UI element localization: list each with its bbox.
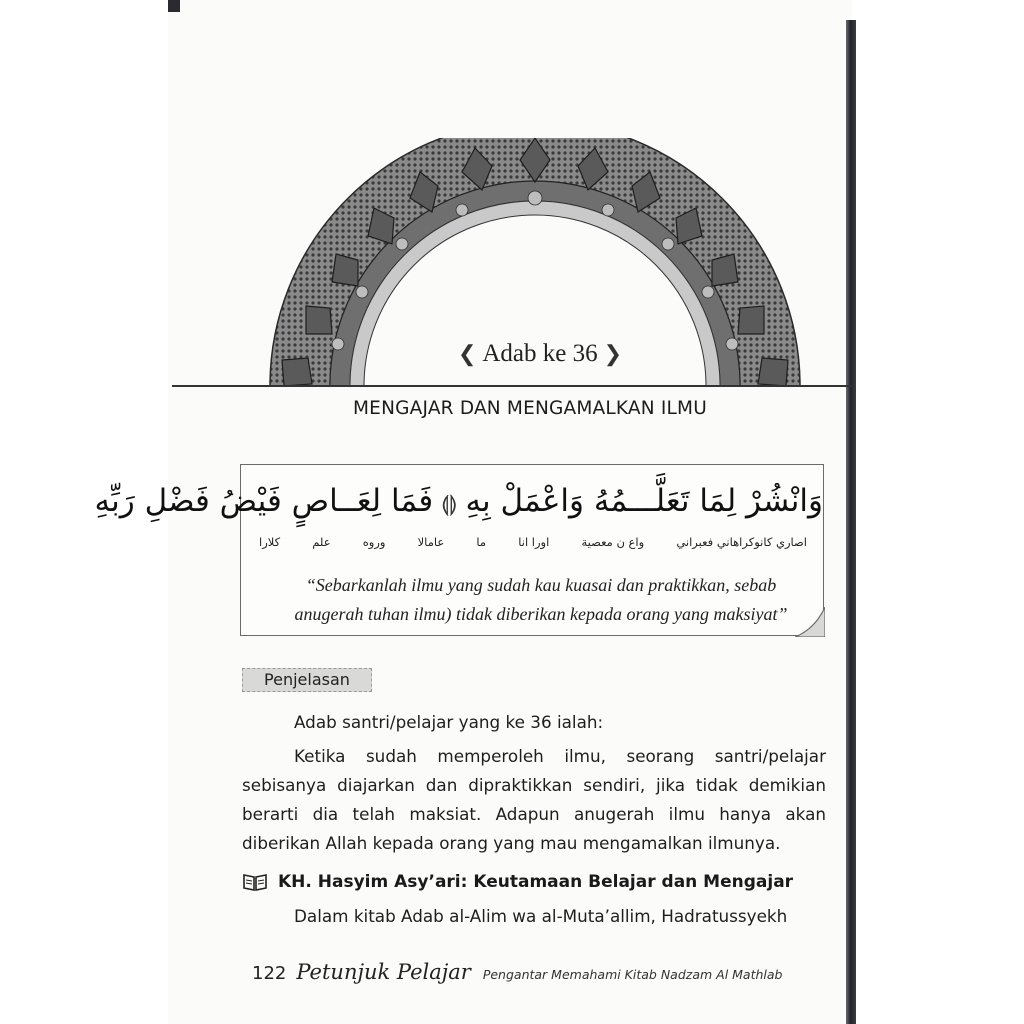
gloss-word: وروه	[362, 535, 386, 549]
arabic-verse-first-hemistich: وَانْشُرْ لِمَا تَعَلَّـــمُهُ وَاعْمَلْ بِهِ	[465, 483, 823, 519]
arabic-verse	[94, 483, 823, 519]
explanation-label: Penjelasan	[242, 668, 372, 692]
gloss-word: علم	[312, 535, 331, 549]
page-curl-icon	[795, 607, 825, 637]
arabic-verse-second-hemistich: فَمَا لِعَــاصٍ فَيْضُ فَضْلِ رَبِّهِ	[94, 483, 434, 519]
open-book-icon	[242, 872, 268, 892]
book-title: Petunjuk Pelajar	[296, 960, 471, 984]
page-footer	[252, 960, 832, 984]
reference-heading	[242, 872, 826, 892]
reference-heading-text: KH. Hasyim Asy’ari: Keutamaan Belajar dan Mengajar	[278, 872, 794, 892]
verse-box	[94, 464, 824, 636]
gloss-word: ما	[476, 535, 487, 549]
right-flourish-icon: ❯	[603, 341, 623, 366]
verse-separator-icon: ⟬⟭	[441, 492, 458, 517]
gloss-word: كلارا	[259, 535, 281, 549]
gloss-word: عامالا	[417, 535, 445, 549]
left-flourish-icon: ❮	[457, 341, 477, 366]
book-subtitle: Pengantar Memahami Kitab Nadzam Al Mathlab	[482, 967, 783, 982]
gloss-word: واع ن معصية	[581, 535, 645, 549]
explanation-paragraph-2: Ketika sudah memperoleh ilmu, seorang santri/pelajar sebisanya diajarkan dan dipraktikkan sendiri, jika tidak demikian berarti dia telah maksiat. Adapun anugerah ilmu hanya akan diberikan Allah kepada orang yang mau mengamalkan ilmunya.	[242, 746, 826, 853]
page-number: 122	[252, 963, 287, 984]
gloss-word: اصاري كانوكراهاني فعبراني	[676, 535, 807, 549]
verse-translation: “Sebarkanlah ilmu yang sudah kau kuasai dan praktikkan, sebab anugerah tuhan ilmu) tidak diberikan kepada orang yang maksiyat”	[294, 575, 788, 624]
book-spine-shadow	[846, 20, 856, 1024]
reference-paragraph: Dalam kitab Adab al-Alim wa al-Muta’allim, Hadratussyekh	[294, 906, 788, 926]
adab-number-title: ❮ Adab ke 36 ❯	[457, 340, 623, 367]
header-rule	[172, 384, 852, 388]
chapter-title: MENGAJAR DAN MENGAMALKAN ILMU	[353, 398, 707, 419]
page-corner-mark	[168, 0, 180, 12]
gloss-word: اورا انا	[518, 535, 550, 549]
explanation-paragraph-1: Adab santri/pelajar yang ke 36 ialah:	[294, 712, 604, 732]
pegon-gloss	[259, 535, 807, 549]
